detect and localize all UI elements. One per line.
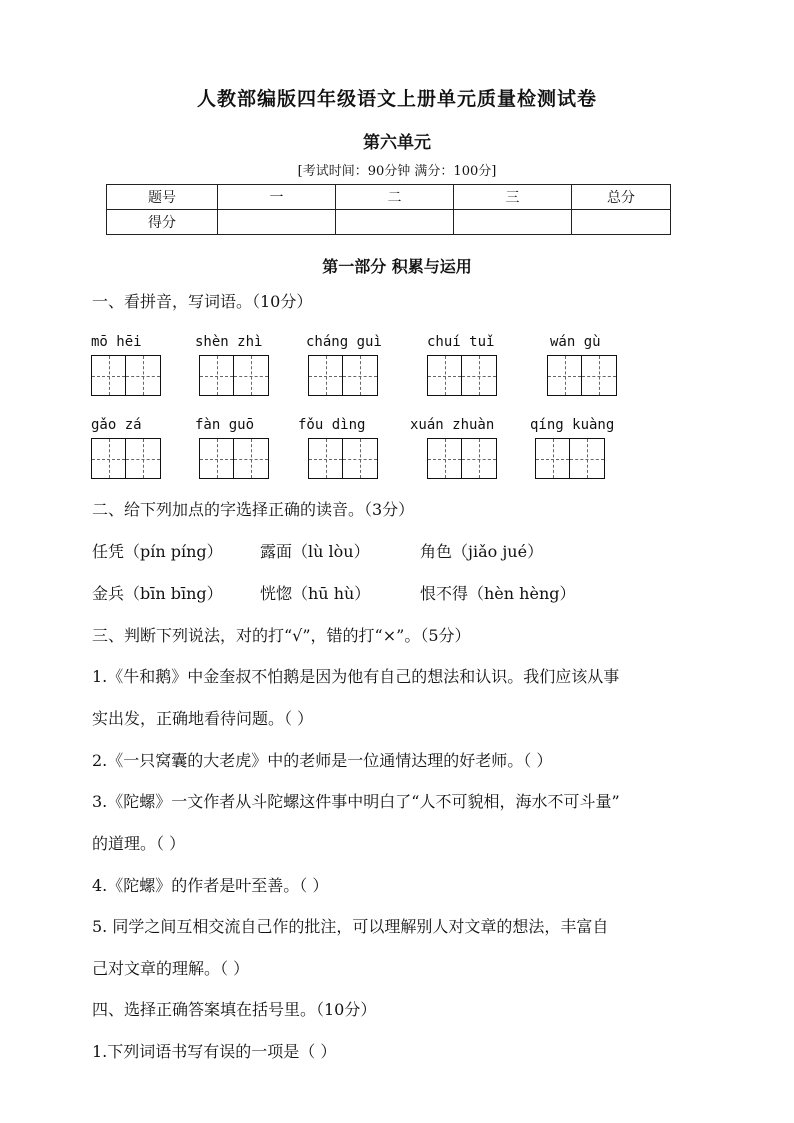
q3-statement-line: 实出发，正确地看待问题。（ ） bbox=[92, 709, 314, 728]
writing-boxes[interactable] bbox=[91, 438, 161, 479]
q3-statement-line: 4.《陀螺》的作者是叶至善。（ ） bbox=[92, 876, 329, 895]
pinyin-text: cháng guì bbox=[306, 334, 382, 350]
pinyin-item bbox=[195, 415, 269, 479]
q3-statement-line: 己对文章的理解。（ ） bbox=[92, 959, 250, 978]
score-value-cell[interactable] bbox=[572, 210, 671, 235]
score-header-cell: 题号 bbox=[107, 185, 218, 210]
pinyin-text: xuán zhuàn bbox=[410, 417, 495, 433]
score-label-cell: 得分 bbox=[107, 210, 218, 235]
pinyin-item bbox=[195, 332, 269, 396]
pinyin-text: gǎo zá bbox=[91, 417, 142, 433]
score-header-cell: 总分 bbox=[572, 185, 671, 210]
part-one-heading: 第一部分 积累与运用 bbox=[322, 257, 472, 276]
q3-statement-line: 5. 同学之间互相交流自己作的批注，可以理解别人对文章的想法，丰富自 bbox=[92, 917, 609, 936]
exam-title: 人教部编版四年级语文上册单元质量检测试卷 bbox=[196, 88, 597, 110]
writing-boxes[interactable] bbox=[535, 438, 614, 479]
pinyin-text: mō hēi bbox=[91, 334, 142, 350]
pinyin-item bbox=[91, 332, 161, 396]
reading-choice[interactable]: 恨不得（hèn hèng） bbox=[420, 584, 576, 603]
q2-heading: 二、给下列加点的字选择正确的读音。（3分） bbox=[92, 500, 415, 519]
reading-choice[interactable]: 露面（lù lòu） bbox=[260, 542, 370, 561]
q3-statement-line: 的道理。（ ） bbox=[92, 834, 186, 853]
writing-boxes[interactable] bbox=[91, 355, 161, 396]
q4-subquestion: 1.下列词语书写有误的一项是（ ） bbox=[92, 1042, 337, 1061]
score-table-value-row bbox=[107, 210, 671, 235]
pinyin-item bbox=[306, 332, 382, 396]
pinyin-text: chuí tuǐ bbox=[427, 334, 495, 350]
reading-choice[interactable]: 恍惚（hū hù） bbox=[260, 584, 371, 603]
pinyin-item bbox=[530, 415, 614, 479]
q3-statement-line: 2.《一只窝囊的大老虎》中的老师是一位通情达理的好老师。（ ） bbox=[92, 751, 553, 770]
pinyin-text: fàn guō bbox=[195, 417, 255, 433]
score-header-cell: 二 bbox=[336, 185, 454, 210]
pinyin-text: shèn zhì bbox=[195, 334, 263, 350]
reading-choice[interactable]: 角色（jiǎo jué） bbox=[420, 542, 544, 561]
reading-choice[interactable]: 任凭（pín píng） bbox=[92, 542, 223, 561]
pinyin-text: wán gù bbox=[550, 334, 601, 350]
q3-statement-line: 1.《牛和鹅》中金奎叔不怕鹅是因为他有自己的想法和认识。我们应该从事 bbox=[92, 667, 620, 686]
q1-heading: 一、看拼音，写词语。（10分） bbox=[92, 292, 313, 311]
writing-boxes[interactable] bbox=[427, 355, 497, 396]
score-value-cell[interactable] bbox=[218, 210, 336, 235]
pinyin-text: fǒu dìng bbox=[298, 417, 366, 433]
score-table-header-row bbox=[107, 185, 671, 210]
score-table bbox=[106, 184, 671, 235]
score-header-cell: 三 bbox=[454, 185, 572, 210]
writing-boxes[interactable] bbox=[199, 438, 269, 479]
reading-choice[interactable]: 金兵（bīn bīng） bbox=[92, 584, 223, 603]
writing-boxes[interactable] bbox=[427, 438, 497, 479]
q4-heading: 四、选择正确答案填在括号里。（10分） bbox=[92, 1000, 377, 1019]
writing-boxes[interactable] bbox=[199, 355, 269, 396]
pinyin-item bbox=[91, 415, 161, 479]
unit-title: 第六单元 bbox=[363, 133, 431, 153]
score-value-cell[interactable] bbox=[454, 210, 572, 235]
pinyin-text: qíng kuàng bbox=[530, 417, 615, 433]
pinyin-item bbox=[298, 415, 378, 479]
score-value-cell[interactable] bbox=[336, 210, 454, 235]
writing-boxes[interactable] bbox=[308, 355, 382, 396]
pinyin-item bbox=[547, 332, 617, 396]
writing-boxes[interactable] bbox=[547, 355, 617, 396]
score-header-cell: 一 bbox=[218, 185, 336, 210]
q3-heading: 三、判断下列说法，对的打“√”，错的打“×”。（5分） bbox=[92, 626, 471, 645]
exam-info: [考试时间：90分钟 满分：100分] bbox=[297, 164, 497, 179]
pinyin-item bbox=[427, 332, 497, 396]
writing-boxes[interactable] bbox=[308, 438, 378, 479]
pinyin-item bbox=[410, 415, 497, 479]
q3-statement-line: 3.《陀螺》一文作者从斗陀螺这件事中明白了“人不可貌相，海水不可斗量” bbox=[92, 792, 620, 811]
